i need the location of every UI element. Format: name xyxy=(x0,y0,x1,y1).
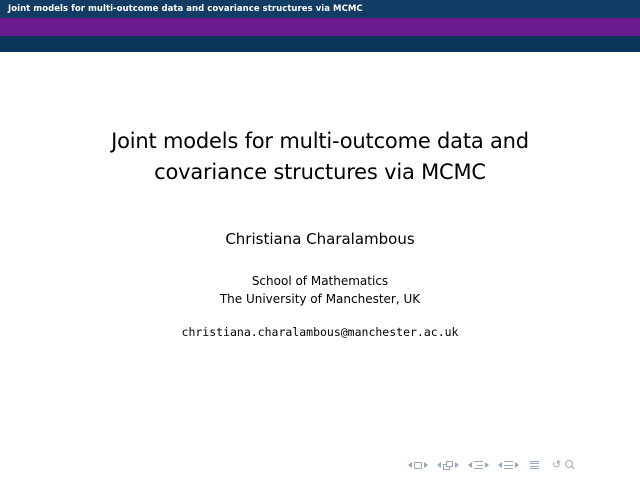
header-bar xyxy=(0,0,640,18)
prev-arrow-icon[interactable] xyxy=(498,462,502,468)
frame-nav[interactable] xyxy=(408,462,428,469)
affiliation-line-1: School of Mathematics xyxy=(251,274,389,288)
next-arrow-icon[interactable] xyxy=(515,462,519,468)
align-nav[interactable] xyxy=(528,461,541,470)
document-icon[interactable] xyxy=(504,461,513,469)
frame-icon[interactable] xyxy=(414,462,422,469)
slide-title-line-2: covariance structures via MCMC xyxy=(154,160,486,184)
author-name: Christiana Charalambous xyxy=(225,230,415,248)
search-icon[interactable] xyxy=(565,460,575,470)
prev-arrow-icon[interactable] xyxy=(408,462,412,468)
next-arrow-icon[interactable] xyxy=(424,462,428,468)
document-nav[interactable] xyxy=(498,461,519,469)
affiliation-line-2: The University of Manchester, UK xyxy=(219,292,421,306)
next-arrow-icon[interactable] xyxy=(485,462,489,468)
section-icon[interactable] xyxy=(474,461,483,469)
header-band-purple xyxy=(0,18,640,36)
align-icon[interactable] xyxy=(530,461,539,470)
slide-title xyxy=(0,126,640,188)
author-email[interactable]: christiana.charalambous@manchester.ac.uk xyxy=(181,325,459,339)
prev-arrow-icon[interactable] xyxy=(437,462,441,468)
affiliation xyxy=(0,272,640,308)
back-search-nav[interactable] xyxy=(550,460,577,470)
beamer-navigation-bar xyxy=(408,458,577,472)
prev-arrow-icon[interactable] xyxy=(468,462,472,468)
header-band-navy xyxy=(0,36,640,52)
subsection-nav[interactable] xyxy=(437,461,459,470)
section-nav[interactable] xyxy=(468,461,489,469)
slide-title-line-1: Joint models for multi-outcome data and xyxy=(111,129,529,153)
subsection-icon[interactable] xyxy=(443,461,453,470)
back-icon[interactable]: ↺ xyxy=(552,458,562,471)
next-arrow-icon[interactable] xyxy=(455,462,459,468)
header-title: Joint models for multi-outcome data and covariance structures via MCMC xyxy=(8,4,363,14)
